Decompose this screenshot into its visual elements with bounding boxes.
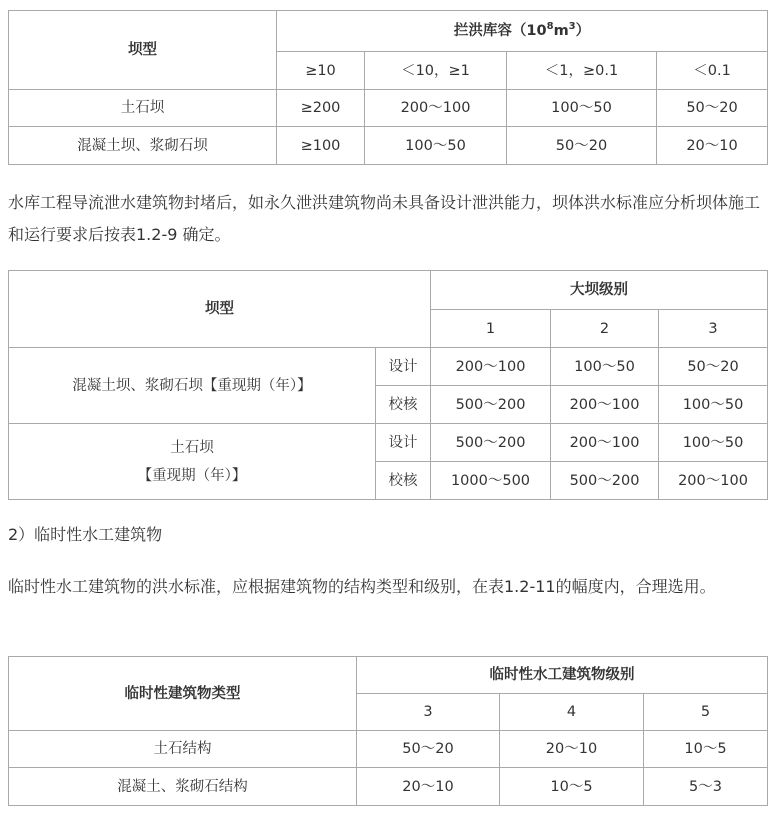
dam-type-header: 坝型 [9, 271, 431, 348]
table-cell: 100～50 [551, 348, 659, 386]
table-row [9, 90, 768, 127]
dam-level-table [8, 270, 768, 500]
table-cell: 20～10 [657, 127, 768, 165]
section-heading-temporary: 2）临时性水工建筑物 [8, 525, 163, 544]
table-cell: 500～200 [431, 424, 551, 462]
row-dam-type: 土石坝 [9, 90, 277, 127]
table-row [9, 768, 768, 806]
table-cell: 100～50 [659, 386, 768, 424]
row-structure-type: 土石结构 [9, 731, 357, 768]
table-cell: ≥200 [277, 90, 365, 127]
structure-type-header: 临时性建筑物类型 [9, 657, 357, 731]
table-cell: 1000～500 [431, 462, 551, 500]
table-row [9, 348, 768, 386]
capacity-col-2: ＜10，≥1 [365, 52, 507, 90]
structure-level-header: 临时性水工建筑物级别 [357, 657, 768, 694]
capacity-col-3: ＜1，≥0.1 [507, 52, 657, 90]
capacity-col-1: ≥10 [277, 52, 365, 90]
table-cell: 10～5 [500, 768, 644, 806]
temporary-structure-table [8, 656, 768, 806]
table-cell: 100～50 [507, 90, 657, 127]
table-cell: ≥100 [277, 127, 365, 165]
row-label: 设计 [376, 424, 431, 462]
table-cell: 200～100 [551, 424, 659, 462]
table-cell: 200～100 [659, 462, 768, 500]
table-cell: 50～20 [357, 731, 500, 768]
paragraph-dam-flood-standard: 水库工程导流泄水建筑物封堵后，如永久泄洪建筑物尚未具备设计泄洪能力，坝体洪水标准应分析坝体施工和运行要求后按表1.2-9 确定。 [8, 193, 761, 244]
row-dam-type: 混凝土坝、浆砌石坝 [9, 127, 277, 165]
table-cell: 20～10 [500, 731, 644, 768]
table-cell: 5～3 [644, 768, 768, 806]
level-col-1: 1 [431, 310, 551, 348]
table-cell: 10～5 [644, 731, 768, 768]
level-col-5: 5 [644, 694, 768, 731]
table-row [9, 731, 768, 768]
group-dam-type [9, 424, 376, 500]
level-col-2: 2 [551, 310, 659, 348]
group-dam-type: 混凝土坝、浆砌石坝【重现期（年）】 [9, 348, 376, 424]
table-row [9, 127, 768, 165]
row-structure-type: 混凝土、浆砌石结构 [9, 768, 357, 806]
row-label: 校核 [376, 462, 431, 500]
capacity-col-4: ＜0.1 [657, 52, 768, 90]
table-cell: 20～10 [357, 768, 500, 806]
dam-level-header: 大坝级别 [431, 271, 768, 310]
table-cell: 200～100 [551, 386, 659, 424]
level-col-3: 3 [357, 694, 500, 731]
flood-capacity-table [8, 10, 768, 165]
table-cell: 50～20 [657, 90, 768, 127]
level-col-3: 3 [659, 310, 768, 348]
table-cell: 200～100 [365, 90, 507, 127]
table-cell: 100～50 [365, 127, 507, 165]
table-cell: 50～20 [507, 127, 657, 165]
table-cell: 100～50 [659, 424, 768, 462]
table-cell: 200～100 [431, 348, 551, 386]
capacity-header: 拦洪库容$(10^8m^3)$ [277, 11, 768, 52]
table-row [9, 424, 768, 462]
row-label: 设计 [376, 348, 431, 386]
level-col-4: 4 [500, 694, 644, 731]
row-label: 校核 [376, 386, 431, 424]
paragraph-temporary-standard: 临时性水工建筑物的洪水标准，应根据建筑物的结构类型和级别，在表1.2-11的幅度内，合理选用。 [8, 577, 716, 596]
dam-type-header: 坝型 [9, 11, 277, 90]
table-cell: 50～20 [659, 348, 768, 386]
table-cell: 500～200 [431, 386, 551, 424]
table-cell: 500～200 [551, 462, 659, 500]
group-dam-type-line1: 土石坝 [170, 439, 214, 456]
group-dam-type-line2: 【重现期（年）】 [137, 467, 247, 484]
